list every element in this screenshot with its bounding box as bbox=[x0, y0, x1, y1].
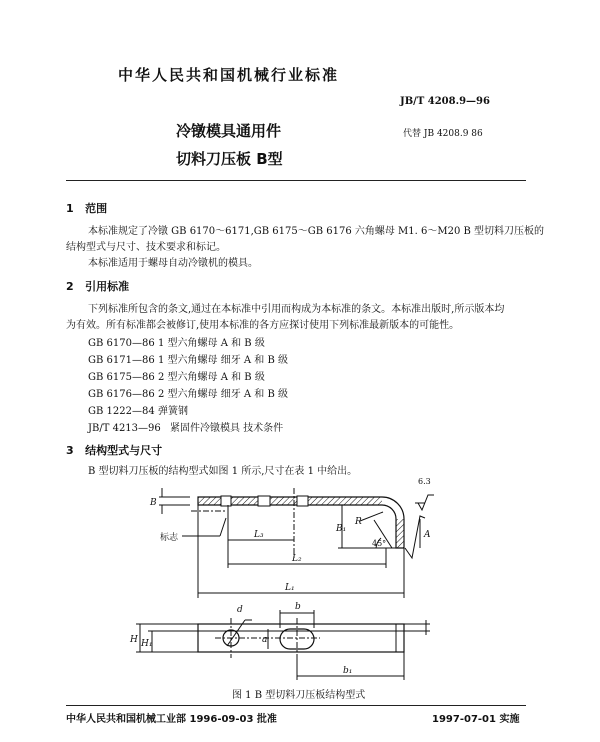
reference-item: JB/T 4213—96 紧固件冷镦模具 技术条件 bbox=[88, 423, 284, 434]
title-line-2: 切料刀压板 B型 bbox=[176, 150, 283, 168]
label-B: B bbox=[150, 498, 157, 508]
label-mark: 标志 bbox=[160, 533, 179, 543]
footer-rule bbox=[66, 705, 526, 706]
top-view-dimensions bbox=[136, 610, 430, 680]
label-b: b bbox=[295, 602, 301, 612]
figure-1-drawing bbox=[0, 470, 600, 685]
label-A: A bbox=[424, 530, 431, 540]
top-view bbox=[198, 618, 404, 658]
label-roughness: 6.3 bbox=[418, 477, 431, 486]
reference-item: GB 1222—84 弹簧钢 bbox=[88, 406, 188, 417]
section-2-intro-1: 下列标准所包含的条文,通过在本标准中引用而构成为本标准的条文。本标准出版时,所示版本均 bbox=[88, 304, 505, 315]
figure-caption: 图 1 B 型切料刀压板结构型式 bbox=[232, 690, 366, 701]
label-a: a bbox=[262, 635, 268, 645]
section-3-para-1: B 型切料刀压板的结构型式如图 1 所示,尺寸在表 1 中给出。 bbox=[88, 466, 358, 477]
issuing-organization: 中华人民共和国机械行业标准 bbox=[118, 66, 340, 84]
title-line-1: 冷镦模具通用件 bbox=[176, 122, 282, 140]
label-R: R bbox=[355, 517, 362, 527]
implementation-date: 1997-07-01 实施 bbox=[432, 714, 520, 725]
label-L1: L₁ bbox=[285, 583, 295, 593]
replaces-note: 代替 JB 4208.9 86 bbox=[403, 129, 483, 139]
section-2-heading: 2 引用标准 bbox=[66, 280, 130, 293]
section-1-heading: 1 范围 bbox=[66, 202, 108, 215]
standard-number: JB/T 4208.9—96 bbox=[400, 96, 490, 107]
label-H1: H₁ bbox=[141, 639, 153, 649]
label-d: d bbox=[237, 605, 243, 615]
section-1-para-2: 本标准适用于螺母自动冷镦机的模具。 bbox=[88, 258, 258, 269]
label-angle: 45° bbox=[372, 539, 387, 548]
label-H: H bbox=[130, 635, 138, 645]
approval-line: 中华人民共和国机械工业部 1996-09-03 批准 bbox=[66, 714, 277, 725]
reference-item: GB 6176—86 2 型六角螺母 细牙 A 和 B 级 bbox=[88, 389, 289, 400]
label-L3: L₃ bbox=[254, 530, 264, 540]
section-1-para-1: 本标准规定了冷镦 GB 6170～6171,GB 6175～GB 6176 六角螺母 M1. 6～M20 B 型切料刀压板的 bbox=[88, 226, 545, 237]
label-B1: B₁ bbox=[336, 524, 347, 534]
section-1-para-1b: 结构型式与尺寸、技术要求和标记。 bbox=[66, 242, 226, 253]
reference-item: GB 6171—86 1 型六角螺母 细牙 A 和 B 级 bbox=[88, 355, 289, 366]
header-rule bbox=[66, 180, 526, 181]
label-b1: b₁ bbox=[343, 666, 353, 676]
section-3-heading: 3 结构型式与尺寸 bbox=[66, 444, 163, 457]
reference-item: GB 6175—86 2 型六角螺母 A 和 B 级 bbox=[88, 372, 265, 383]
front-view bbox=[191, 488, 434, 560]
section-2-intro-2: 为有效。所有标准都会被修订,使用本标准的各方应探讨使用下列标准最新版本的可能性。 bbox=[66, 320, 460, 331]
reference-item: GB 6170—86 1 型六角螺母 A 和 B 级 bbox=[88, 338, 265, 349]
label-L2: L₂ bbox=[292, 554, 302, 564]
